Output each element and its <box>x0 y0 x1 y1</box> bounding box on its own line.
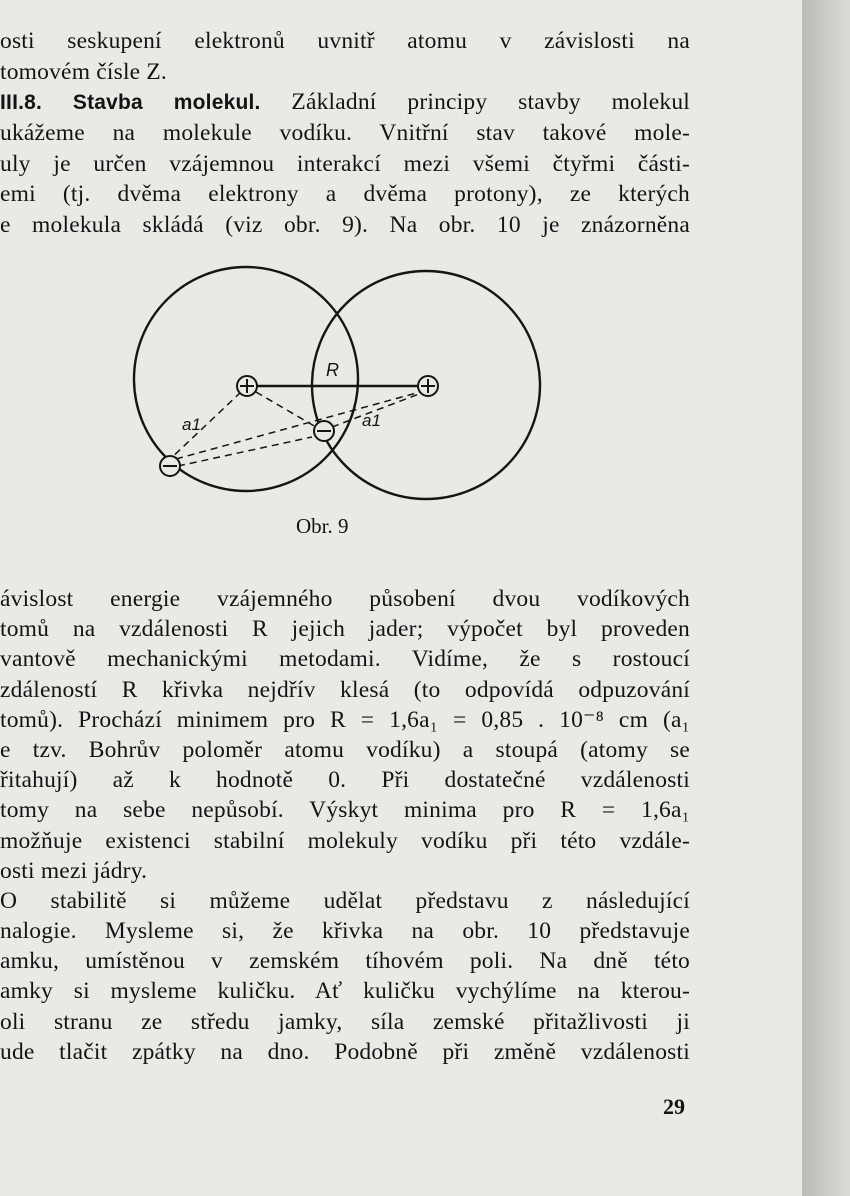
text-line: emi (tj. dvěma elektrony a dvěma protony), ze kterých <box>0 181 690 208</box>
text-line: řitahují) až k hodnotě 0. Při dostatečné vzdálenosti <box>0 767 690 794</box>
bottom-paragraphs <box>0 584 690 1067</box>
label-a1-right: a1 <box>362 411 381 430</box>
section-heading: III.8. Stavba molekul. <box>0 91 261 115</box>
text-line: e molekula skládá (viz obr. 9). Na obr. 10 je znázorněna <box>0 212 690 239</box>
section-heading-line <box>0 87 690 118</box>
text-line: tomy na sebe nepůsobí. Výskyt minima pro R = 1,6a₁ <box>0 797 690 824</box>
text-line: tomů na vzdálenosti R jejich jader; výpočet byl proveden <box>0 616 690 643</box>
text-line: ávislost energie vzájemného působení dvou vodíkových <box>0 586 690 612</box>
label-a1-left: a1 <box>182 415 201 434</box>
text-line: zdáleností R křivka nejdřív klesá (to odpovídá odpuzování <box>0 676 690 703</box>
text-line: amky si mysleme kuličku. Ať kuličku vychýlíme na kterou- <box>0 978 690 1005</box>
top-paragraph <box>0 26 690 241</box>
diagram-svg <box>120 264 560 512</box>
text-line: nalogie. Mysleme si, že křivka na obr. 10 představuje <box>0 918 690 945</box>
proton-right-icon <box>418 376 438 396</box>
text-line: oli stranu ze středu jamky, síla zemské přitažlivosti ji <box>0 1008 690 1035</box>
text-line: uly je určen vzájemnou interakcí mezi všemi čtyřmi části- <box>0 150 690 177</box>
dashed-interactions <box>167 392 420 466</box>
figure-hydrogen-molecule <box>120 264 560 512</box>
text-line: osti seskupení elektronů uvnitř atomu v závislosti na <box>0 28 690 54</box>
label-R: R <box>326 360 339 380</box>
page-edge <box>802 0 850 1196</box>
figure-caption: Obr. 9 <box>296 514 349 538</box>
electron-left-icon <box>160 456 180 476</box>
text-line: Základní principy stavby molekul <box>260 89 690 116</box>
text-line: možňuje existenci stabilní molekuly vodíku při této vzdále- <box>0 827 690 854</box>
text-line: osti mezi jádry. <box>0 857 148 884</box>
text-line: O stabilitě si můžeme udělat představu z následující <box>0 887 690 914</box>
page-number: 29 <box>663 1094 685 1119</box>
text-line: ukážeme na molekule vodíku. Vnitřní stav takové mole- <box>0 120 690 147</box>
text-line: amku, umístěnou v zemském tíhovém poli. Na dně této <box>0 948 690 975</box>
text-line: e tzv. Bohrův poloměr atomu vodíku) a stoupá (atomy se <box>0 736 690 763</box>
electron-center-icon <box>314 421 334 441</box>
text-line: tomů). Prochází minimem pro R = 1,6a₁ = 0,85 . 10⁻⁸ cm (a₁ <box>0 706 690 733</box>
text-line: vantově mechanickými metodami. Vidíme, že s rostoucí <box>0 646 690 673</box>
text-line: ude tlačit zpátky na dno. Podobně při změně vzdálenosti <box>0 1038 690 1065</box>
proton-left-icon <box>237 376 257 396</box>
text-line: tomovém čísle Z. <box>0 58 168 85</box>
